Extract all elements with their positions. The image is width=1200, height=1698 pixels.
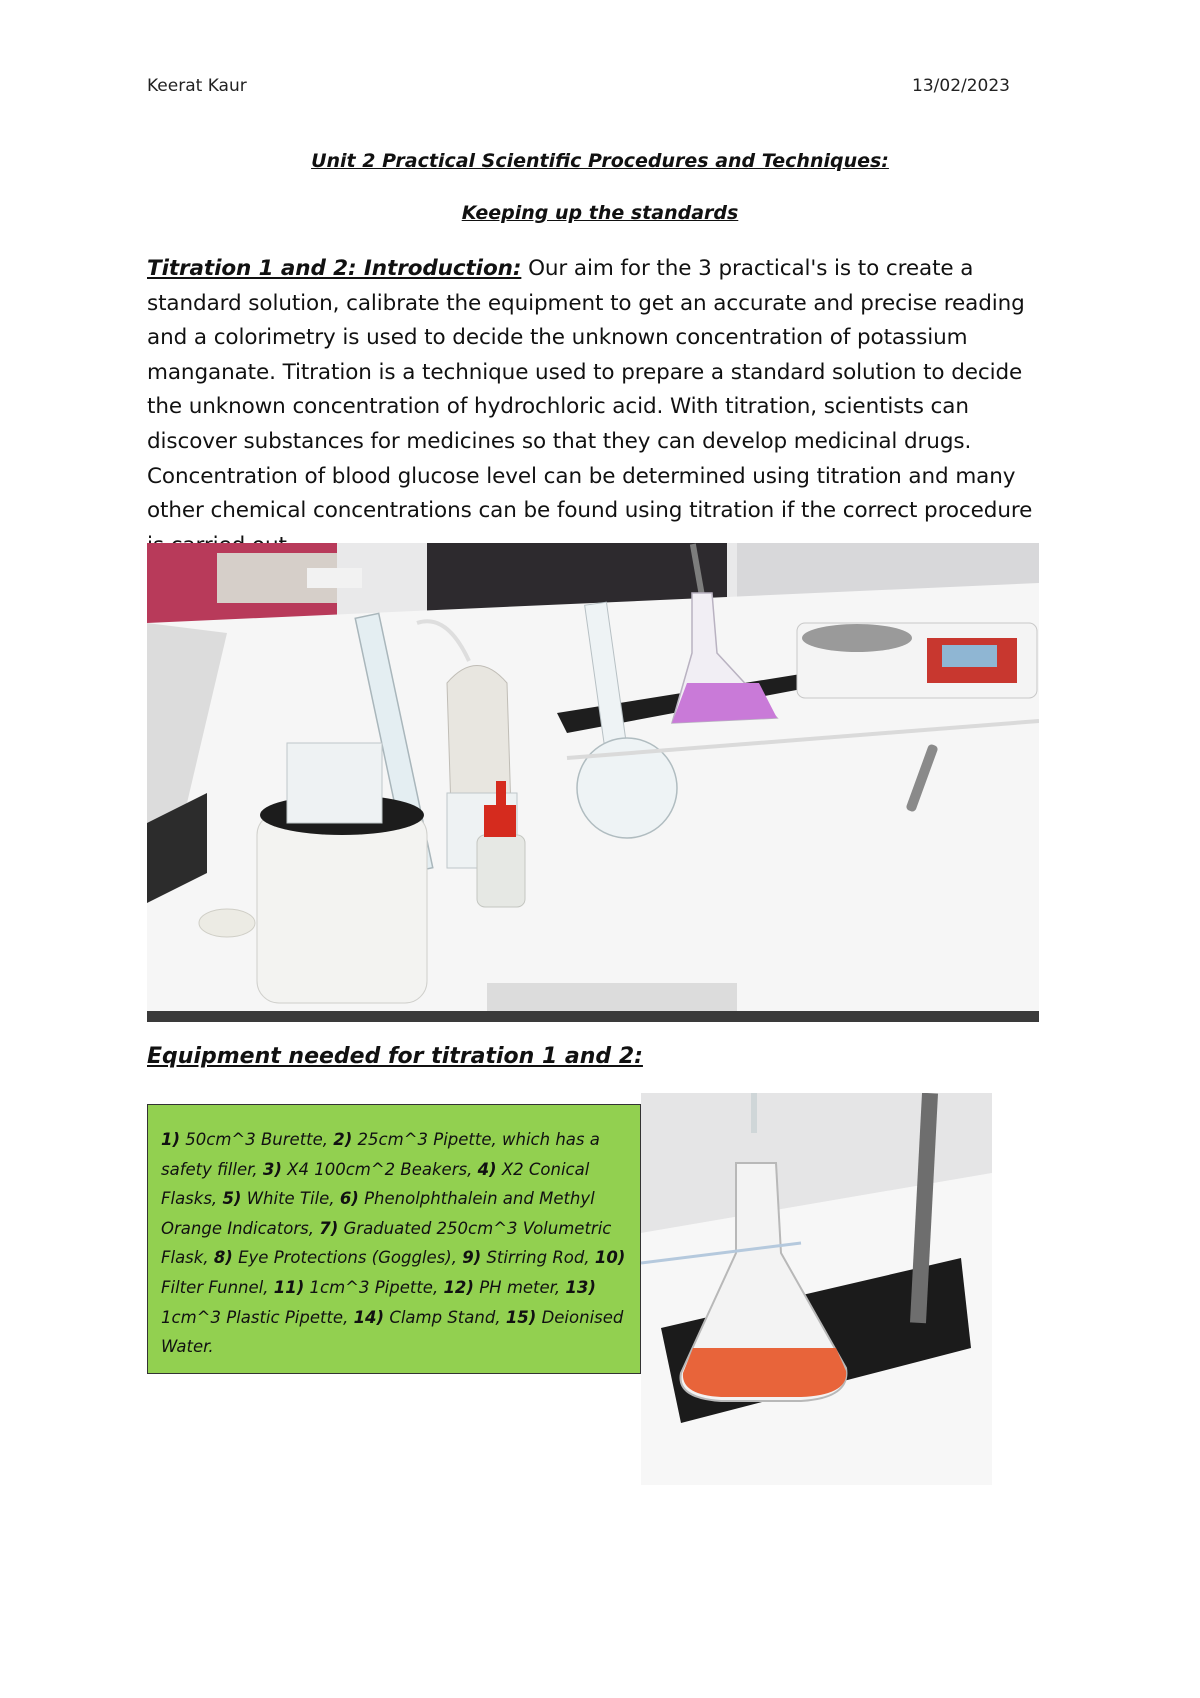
- introduction-heading: Titration 1 and 2: Introduction:: [147, 256, 522, 281]
- equipment-heading: Equipment needed for titration 1 and 2:: [147, 1044, 643, 1069]
- equipment-item-text: PH meter,: [473, 1277, 566, 1297]
- equipment-item-number: 6): [339, 1189, 359, 1209]
- document-title: Unit 2 Practical Scientific Procedures and Techniques:: [311, 150, 889, 172]
- equipment-item-text: Eye Protections (Goggles),: [232, 1248, 463, 1268]
- equipment-item-number: 11): [273, 1277, 305, 1297]
- equipment-item-number: 4): [477, 1159, 497, 1179]
- equipment-item-text: 1cm^3 Pipette,: [304, 1277, 444, 1297]
- equipment-item-number: 9): [462, 1248, 482, 1268]
- equipment-item-number: 15): [505, 1307, 537, 1327]
- equipment-item-text: 50cm^3 Burette,: [180, 1130, 334, 1149]
- author-name: Keerat Kaur: [147, 76, 247, 96]
- equipment-item-text: Clamp Stand,: [384, 1307, 506, 1327]
- equipment-item-number: 14): [353, 1307, 385, 1327]
- equipment-item-number: 12): [443, 1277, 474, 1297]
- equipment-item-number: 1): [161, 1130, 181, 1149]
- equipment-item-text: Deionised Water.: [161, 1307, 624, 1357]
- equipment-item-number: 5): [222, 1189, 242, 1209]
- equipment-item-text: Graduated 250cm^3 Volumetric Flask,: [161, 1218, 612, 1268]
- orange-titration-photo: [641, 1093, 992, 1485]
- equipment-item-number: 7): [319, 1218, 339, 1238]
- equipment-item-text: Filter Funnel,: [161, 1277, 274, 1297]
- equipment-item-number: 2): [333, 1130, 353, 1149]
- equipment-item-text: X4 100cm^2 Beakers,: [281, 1159, 478, 1179]
- equipment-item-text: X2 Conical Flasks,: [161, 1159, 590, 1209]
- introduction-paragraph: [147, 252, 1047, 563]
- document-date: 13/02/2023: [912, 76, 1010, 96]
- equipment-item-text: 1cm^3 Plastic Pipette,: [161, 1307, 354, 1327]
- document-subtitle: Keeping up the standards: [461, 202, 739, 224]
- equipment-item-number: 10): [594, 1248, 626, 1268]
- equipment-item-number: 8): [213, 1248, 233, 1268]
- equipment-item-text: White Tile,: [241, 1189, 340, 1209]
- equipment-item-text: Phenolphthalein and Methyl Orange Indicators,: [161, 1189, 595, 1238]
- introduction-text: Our aim for the 3 practical's is to create a standard solution, calibrate the equipment to get an accurate and precise reading and a colorimetry is used to decide the unknown concentration of potassium manganate. Titration is a technique used to prepare a standard solution to decide the unknown concentration of hydrochloric acid. With titration, scientists can discover substances for medicines so that they can develop medicinal drugs. Concentration of blood glucose level can be determined using titration and many other chemical concentrations can be found using titration if the correct procedure: [147, 256, 1033, 524]
- equipment-list-box: [147, 1104, 641, 1374]
- equipment-item-number: 13): [565, 1277, 596, 1297]
- equipment-item-text: Stirring Rod,: [481, 1248, 595, 1268]
- lab-equipment-photo: [147, 543, 1039, 1022]
- equipment-item-text: 25cm^3 Pipette, which has a safety filler,: [161, 1130, 600, 1179]
- equipment-item-number: 3): [262, 1159, 282, 1179]
